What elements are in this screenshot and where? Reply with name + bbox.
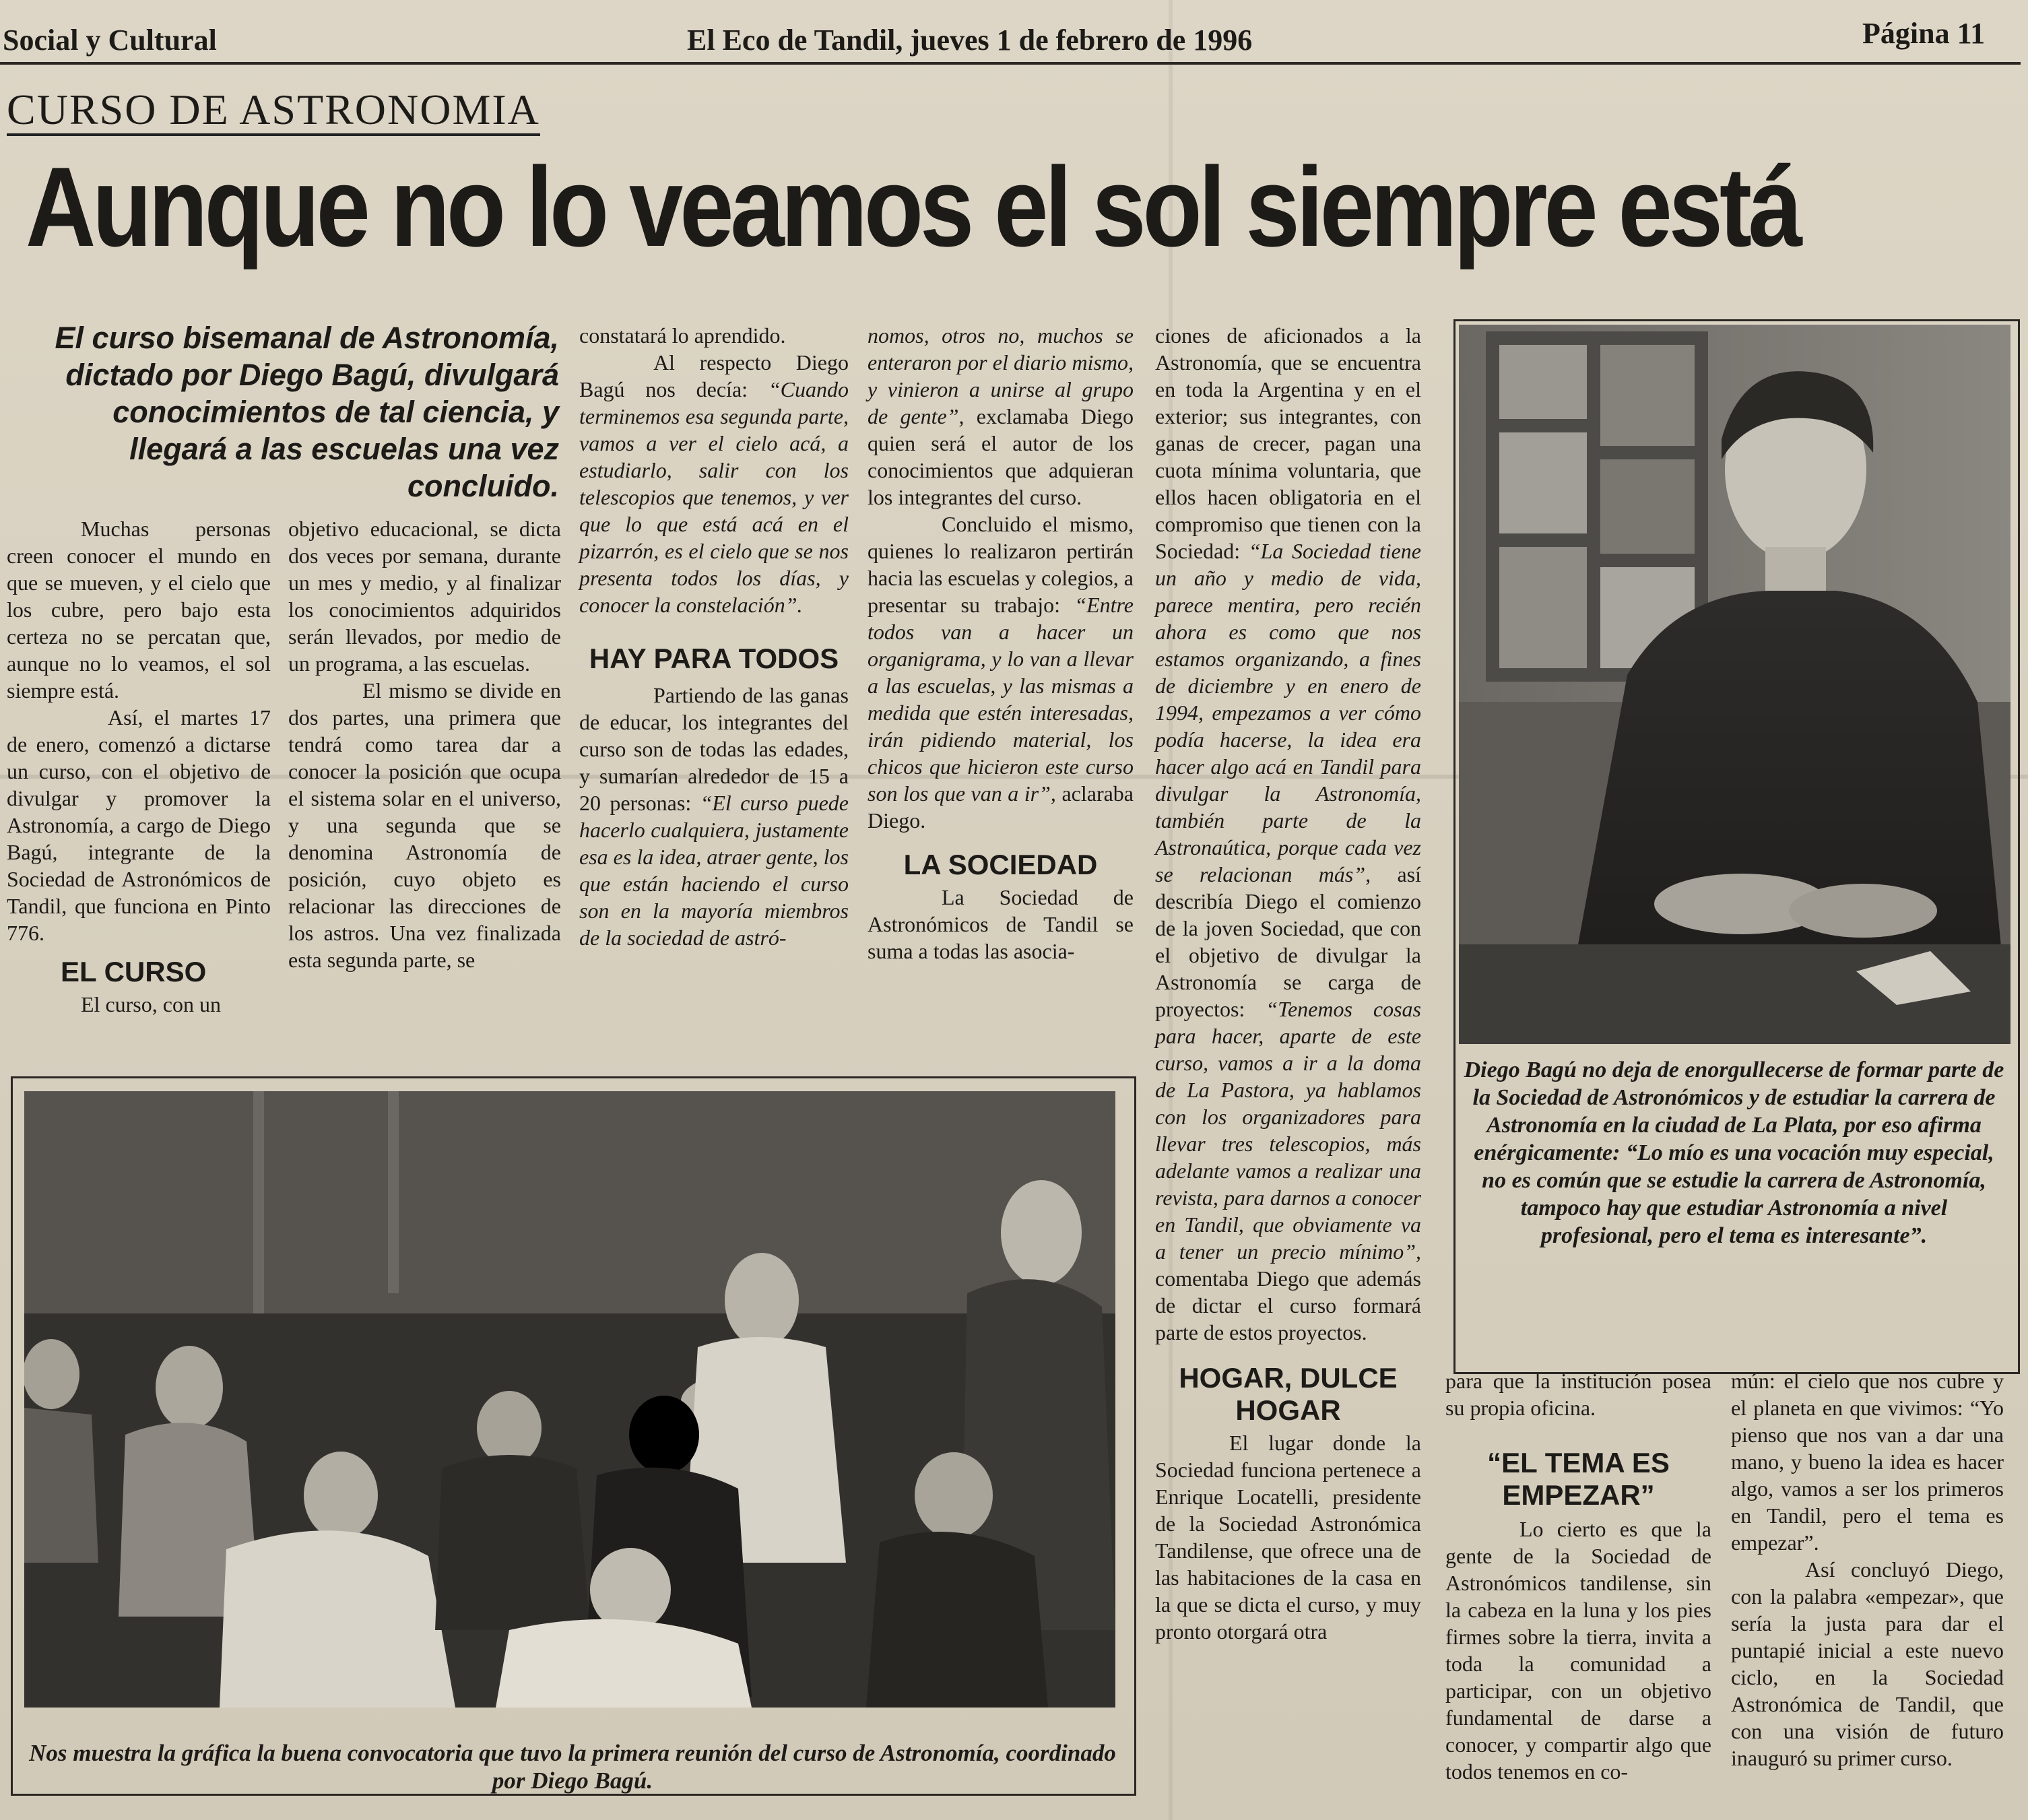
kicker: CURSO DE ASTRONOMIA [7, 86, 540, 136]
text: aclaraba Diego. [868, 781, 1134, 833]
paragraph [579, 682, 849, 951]
column-5 [1155, 322, 1421, 1645]
headline: Aunque no lo veamos el sol siempre está [26, 143, 1800, 270]
paragraph [1155, 322, 1421, 1346]
text: Concluido el mismo, quienes lo realizaron pertirán hacia las escuelas y colegios, a presentar su trabajo: [868, 512, 1134, 617]
paragraph: El curso, con un [81, 992, 221, 1016]
quote: “Tenemos cosas para hacer, aparte de este curso, vamos a ir a la doma de La Pastora, ya hablamos con los organizadores para llevar tres telescopios, más adelante vamos a realizar una revista, para darnos a conocer en Tandil, que obviamente va a tener un precio mínimo”, [1155, 997, 1421, 1264]
subheading: HAY PARA TODOS [589, 643, 839, 674]
paragraph [579, 349, 849, 618]
text: así describía Diego el comienzo de la joven Sociedad, que con el objetivo de divulgar la Astronomía se carga de proyectos: [1155, 862, 1421, 1021]
column-2 [288, 515, 561, 973]
subheading: EL CURSO [61, 956, 207, 987]
group-image [24, 1091, 1115, 1708]
paragraph: El lugar donde la Sociedad funciona pertenece a Enrique Locatelli, presidente de la Sociedad Astronómica Tandilense, que ofrece una de las habitaciones de la casa en la que se dicta el curso, y muy pronto otorgará otra [1155, 1431, 1421, 1644]
portrait-image [1459, 325, 2010, 1044]
quote: “La Sociedad tiene un año y medio de vida, parece mentira, pero recién ahora es como que nos estamos organizando, a fines de diciembre y en enero de 1994, empezamos a ver cómo podía hacerse, la idea era hacer algo acá en Tandil para divulgar la Astronomía, también parte de la Astronaútica, porque cada vez se relacionan más”, [1155, 539, 1421, 886]
paragraph: constatará lo aprendido. [579, 323, 786, 348]
paragraph: Así, el martes 17 de enero, comenzó a dictarse un curso, con el objetivo de divulgar y promover la Astronomía, a cargo de Diego Bagú, integrante de la Sociedad de Astronómicos de Tandil, que funciona en Pinto 776. [7, 705, 271, 945]
paragraph: Lo cierto es que la gente de la Sociedad de Astronómicos tandilense, sin la cabeza en la luna y los pies firmes sobre la tierra, invita a toda la comunidad a participar, con un objetivo fundamental de darse a conocer, y compartir algo que todos tenemos en co- [1445, 1517, 1711, 1784]
paragraph: Muchas personas creen conocer el mundo en que se mueven, y el cielo que los cubre, pero bajo esta certeza no se percatan que, aunque no lo veamos, el sol siempre está. [7, 517, 271, 703]
column-3 [579, 322, 849, 951]
quote: “Cuando terminemos esa segunda parte, vamos a ver el cielo acá, a estudiarlo, salir con los telescopios que tenemos, y ver que lo que está acá en el pizarrón, es el cielo que se nos presenta todos los días, y conocer la constelación”. [579, 377, 849, 617]
group-photo [24, 1091, 1115, 1708]
deck: El curso bisemanal de Astronomía, dictado por Diego Bagú, divulgará conocimientos de tal ciencia, y llegará a las escuelas una vez concluido. [55, 321, 559, 503]
text: comentaba Diego que además de dictar el curso formará parte de estos proyectos. [1155, 1266, 1421, 1344]
quote: “El curso puede hacerlo cualquiera, justamente esa es la idea, atraer gente, los que están haciendo el curso son en la mayoría miembros de la sociedad de astró- [579, 791, 849, 950]
paragraph: mún: el cielo que nos cubre y el planeta en que vivimos: “Yo pienso que nos van a dar una mano, y bueno la idea es hacer algo, vamos a ser los primeros en Tandil, pero el tema es empezar”. [1731, 1369, 2004, 1555]
subheading: “EL TEMA ES EMPEZAR” [1487, 1447, 1670, 1511]
text: exclamaba Diego quien será el autor de los conocimientos que adquieran los integrantes del curso. [868, 404, 1134, 509]
paragraph [868, 511, 1134, 834]
text: Partiendo de las ganas de educar, los integrantes del curso son de todas las edades, y sumarían alrededor de 15 a 20 personas: [579, 683, 849, 815]
text: ciones de aficionados a la Astronomía, que se encuentra en toda la Argentina y en el exterior; sus integrantes, con ganas de crecer, pagan una cuota mínima voluntaria, que ellos hacen obligatoria en el compromiso que tienen con la Sociedad: [1155, 323, 1421, 563]
paper-dateline: El Eco de Tandil, jueves 1 de febrero de 1996 [687, 24, 1253, 57]
paragraph: Así concluyó Diego, con la palabra «empezar», que sería la justa para dar el puntapié inicial a este nuevo ciclo, en la Sociedad Astronómica de Tandil, que con una visión de futuro inauguró su primer curso. [1731, 1557, 2004, 1770]
page-number: Página 11 [1862, 17, 1986, 50]
group-caption: Nos muestra la gráfica la buena convocatoria que tuvo la primera reunión del curso de Astronomía, coordinado por Diego Bagú. [29, 1740, 1116, 1794]
column-6 [1445, 1367, 1711, 1785]
portrait-caption: Diego Bagú no deja de enorgullecerse de formar parte de la Sociedad de Astronómicos y de estudiar la carrera de Astronomía en la ciudad de La Plata, por eso afirma enérgicamente: “Lo mío es una vocación muy especial, no es común que se estudie la carrera de Astronomía, tampoco hay que estudiar Astronomía a nivel profesional, pero el tema es interesante”. [1464, 1058, 2004, 1248]
portrait-photo [1459, 325, 2010, 1044]
subheading: LA SOCIEDAD [903, 849, 1098, 880]
section-name: Social y Cultural [3, 24, 217, 57]
text: Al respecto Diego Bagú nos decía: [579, 350, 849, 401]
paragraph: La Sociedad de Astronómicos de Tandil se suma a todas las asocia- [868, 885, 1134, 963]
paragraph [868, 322, 1134, 511]
column-7 [1731, 1367, 2004, 1772]
column-4 [868, 322, 1134, 965]
quote: nomos, otros no, muchos se enteraron por el diario mismo, y vinieron a unirse al grupo de gente”, [868, 323, 1134, 428]
paragraph: para que la institución posea su propia oficina. [1445, 1369, 1711, 1420]
quote: “Entre todos van a hacer un organigrama, y lo van a llevar a las escuelas, y las mismas a medida que estén interesadas, irán pidiendo material, los chicos que hicieron este curso son los que van a ir”, [868, 593, 1134, 806]
column-1 [7, 515, 271, 1018]
paragraph: El mismo se divide en dos partes, una primera que tendrá como tarea dar a conocer la posición que ocupa el sistema solar en el universo, y una segunda que se denomina Astronomía de posición, cuyo objeto es relacionar las direcciones de los astros. Una vez finalizada esta segunda parte, se [288, 678, 561, 972]
header-rule [0, 62, 2021, 65]
paragraph: objetivo educacional, se dicta dos veces por semana, durante un mes y medio, y al finalizar los conocimientos adquiridos serán llevados, por medio de un programa, a las escuelas. [288, 517, 561, 676]
subheading: HOGAR, DULCE HOGAR [1179, 1362, 1398, 1426]
